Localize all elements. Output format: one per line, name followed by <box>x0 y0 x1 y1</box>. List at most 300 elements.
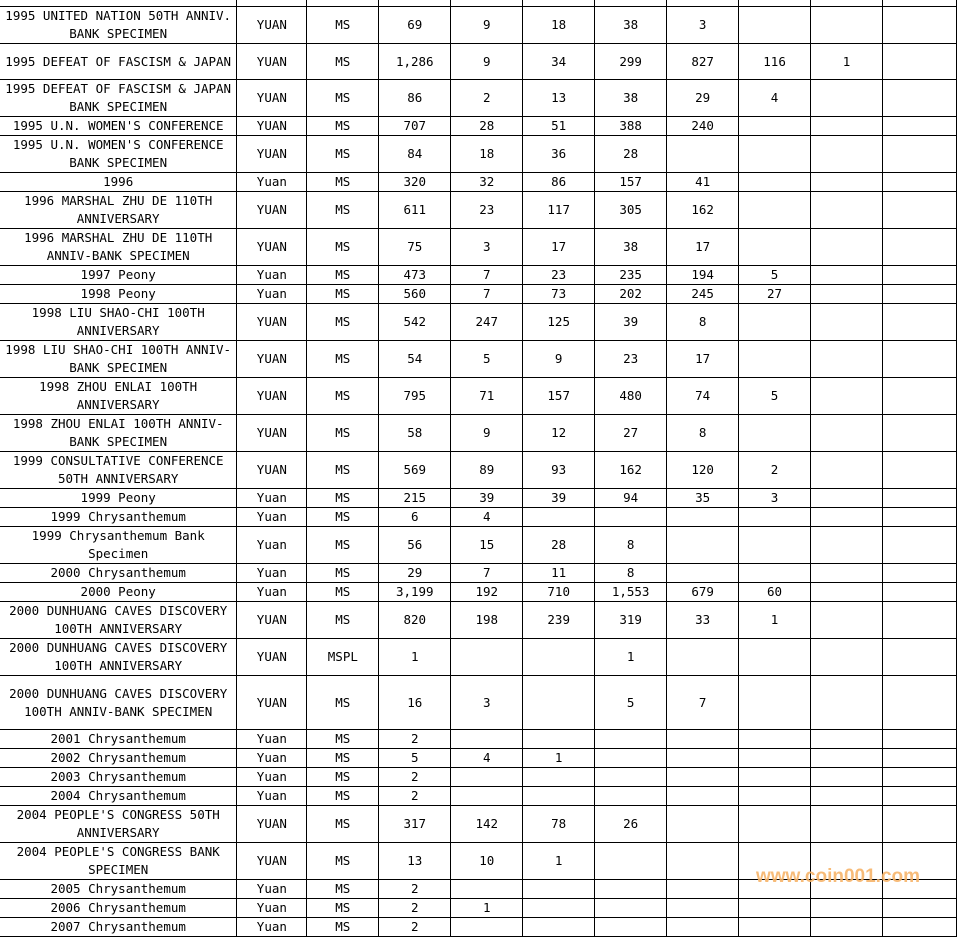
count-cell[interactable]: 239 <box>523 602 595 639</box>
count-cell[interactable] <box>811 117 883 136</box>
unit-cell[interactable]: YUAN <box>237 452 307 489</box>
grade-cell[interactable]: MS <box>307 44 379 80</box>
grade-cell[interactable]: MS <box>307 117 379 136</box>
grade-cell[interactable]: MS <box>307 229 379 266</box>
grade-cell[interactable]: MS <box>307 749 379 768</box>
grade-cell[interactable]: MS <box>307 489 379 508</box>
unit-cell[interactable]: Yuan <box>237 489 307 508</box>
count-cell[interactable]: 74 <box>667 378 739 415</box>
count-cell[interactable]: 32 <box>451 173 523 192</box>
count-cell[interactable] <box>811 918 883 937</box>
count-cell[interactable] <box>451 787 523 806</box>
count-cell[interactable]: 116 <box>739 44 811 80</box>
count-cell[interactable] <box>811 583 883 602</box>
count-cell[interactable]: 1 <box>379 639 451 676</box>
count-cell[interactable]: 305 <box>595 192 667 229</box>
count-cell[interactable] <box>595 899 667 918</box>
count-cell[interactable] <box>595 508 667 527</box>
count-cell[interactable]: 5 <box>739 378 811 415</box>
count-cell[interactable]: 827 <box>667 44 739 80</box>
count-cell[interactable] <box>739 508 811 527</box>
count-cell[interactable] <box>739 304 811 341</box>
count-cell[interactable]: 39 <box>523 489 595 508</box>
count-cell[interactable] <box>667 843 739 880</box>
count-cell[interactable] <box>523 508 595 527</box>
count-cell[interactable]: 94 <box>595 489 667 508</box>
count-cell[interactable]: 13 <box>523 80 595 117</box>
count-cell[interactable]: 198 <box>451 602 523 639</box>
count-cell[interactable]: 39 <box>451 489 523 508</box>
count-cell[interactable]: 679 <box>667 583 739 602</box>
count-cell[interactable] <box>882 676 956 730</box>
count-cell[interactable] <box>595 843 667 880</box>
count-cell[interactable]: 17 <box>667 341 739 378</box>
unit-cell[interactable]: Yuan <box>237 285 307 304</box>
count-cell[interactable] <box>667 806 739 843</box>
count-cell[interactable] <box>523 676 595 730</box>
count-cell[interactable]: 39 <box>595 304 667 341</box>
count-cell[interactable]: 38 <box>595 229 667 266</box>
count-cell[interactable] <box>811 304 883 341</box>
count-cell[interactable]: 4 <box>451 749 523 768</box>
coin-name-cell[interactable]: 2007 Chrysanthemum <box>0 918 237 937</box>
count-cell[interactable]: 8 <box>667 415 739 452</box>
count-cell[interactable]: 27 <box>595 415 667 452</box>
count-cell[interactable] <box>882 583 956 602</box>
coin-name-cell[interactable]: 2005 Chrysanthemum <box>0 880 237 899</box>
grade-cell[interactable]: MS <box>307 304 379 341</box>
coin-name-cell[interactable]: 2000 Peony <box>0 583 237 602</box>
count-cell[interactable]: 33 <box>667 602 739 639</box>
unit-cell[interactable]: Yuan <box>237 899 307 918</box>
count-cell[interactable] <box>595 787 667 806</box>
count-cell[interactable]: 26 <box>595 806 667 843</box>
count-cell[interactable] <box>882 192 956 229</box>
count-cell[interactable]: 247 <box>451 304 523 341</box>
coin-name-cell[interactable]: 2004 PEOPLE'S CONGRESS 50TH ANNIVERSARY <box>0 806 237 843</box>
count-cell[interactable] <box>882 918 956 937</box>
count-cell[interactable]: 795 <box>379 378 451 415</box>
count-cell[interactable] <box>882 304 956 341</box>
count-cell[interactable]: 11 <box>523 564 595 583</box>
unit-cell[interactable]: YUAN <box>237 806 307 843</box>
count-cell[interactable]: 2 <box>379 880 451 899</box>
count-cell[interactable] <box>667 527 739 564</box>
count-cell[interactable]: 820 <box>379 602 451 639</box>
count-cell[interactable] <box>739 527 811 564</box>
count-cell[interactable] <box>811 80 883 117</box>
grade-cell[interactable]: MS <box>307 341 379 378</box>
count-cell[interactable]: 710 <box>523 583 595 602</box>
count-cell[interactable]: 93 <box>523 452 595 489</box>
grade-cell[interactable]: MSPL <box>307 639 379 676</box>
count-cell[interactable]: 388 <box>595 117 667 136</box>
count-cell[interactable] <box>739 676 811 730</box>
count-cell[interactable]: 38 <box>595 80 667 117</box>
count-cell[interactable]: 41 <box>667 173 739 192</box>
count-cell[interactable] <box>667 564 739 583</box>
count-cell[interactable] <box>739 918 811 937</box>
count-cell[interactable]: 28 <box>523 527 595 564</box>
coin-name-cell[interactable]: 1998 LIU SHAO-CHI 100TH ANNIVERSARY <box>0 304 237 341</box>
count-cell[interactable] <box>882 806 956 843</box>
count-cell[interactable]: 3 <box>451 229 523 266</box>
count-cell[interactable]: 12 <box>523 415 595 452</box>
count-cell[interactable] <box>882 508 956 527</box>
count-cell[interactable]: 1 <box>451 899 523 918</box>
count-cell[interactable]: 240 <box>667 117 739 136</box>
coin-name-cell[interactable]: 1999 Chrysanthemum <box>0 508 237 527</box>
count-cell[interactable] <box>811 489 883 508</box>
count-cell[interactable]: 29 <box>667 80 739 117</box>
count-cell[interactable] <box>882 378 956 415</box>
unit-cell[interactable]: YUAN <box>237 136 307 173</box>
count-cell[interactable]: 162 <box>595 452 667 489</box>
count-cell[interactable] <box>739 136 811 173</box>
count-cell[interactable]: 60 <box>739 583 811 602</box>
count-cell[interactable] <box>811 768 883 787</box>
count-cell[interactable]: 192 <box>451 583 523 602</box>
count-cell[interactable] <box>667 787 739 806</box>
count-cell[interactable]: 28 <box>451 117 523 136</box>
count-cell[interactable] <box>811 415 883 452</box>
count-cell[interactable]: 202 <box>595 285 667 304</box>
coin-name-cell[interactable]: 1996 MARSHAL ZHU DE 110TH ANNIVERSARY <box>0 192 237 229</box>
coin-name-cell[interactable]: 1999 Peony <box>0 489 237 508</box>
grade-cell[interactable]: MS <box>307 918 379 937</box>
coin-name-cell[interactable]: 1996 <box>0 173 237 192</box>
count-cell[interactable]: 319 <box>595 602 667 639</box>
unit-cell[interactable]: Yuan <box>237 880 307 899</box>
count-cell[interactable] <box>882 527 956 564</box>
unit-cell[interactable]: Yuan <box>237 266 307 285</box>
count-cell[interactable] <box>882 452 956 489</box>
grade-cell[interactable]: MS <box>307 266 379 285</box>
count-cell[interactable] <box>667 639 739 676</box>
unit-cell[interactable]: YUAN <box>237 843 307 880</box>
unit-cell[interactable]: YUAN <box>237 7 307 44</box>
count-cell[interactable]: 89 <box>451 452 523 489</box>
count-cell[interactable]: 71 <box>451 378 523 415</box>
count-cell[interactable]: 86 <box>379 80 451 117</box>
coin-name-cell[interactable]: 2000 DUNHUANG CAVES DISCOVERY 100TH ANNIVERSARY <box>0 602 237 639</box>
count-cell[interactable]: 9 <box>451 44 523 80</box>
coin-name-cell[interactable]: 1998 ZHOU ENLAI 100TH ANNIV-BANK SPECIMEN <box>0 415 237 452</box>
count-cell[interactable] <box>882 229 956 266</box>
count-cell[interactable] <box>595 768 667 787</box>
count-cell[interactable]: 9 <box>523 341 595 378</box>
coin-name-cell[interactable]: 2006 Chrysanthemum <box>0 899 237 918</box>
count-cell[interactable] <box>739 564 811 583</box>
unit-cell[interactable]: Yuan <box>237 508 307 527</box>
count-cell[interactable] <box>882 44 956 80</box>
count-cell[interactable] <box>451 639 523 676</box>
count-cell[interactable] <box>882 117 956 136</box>
count-cell[interactable]: 299 <box>595 44 667 80</box>
grade-cell[interactable]: MS <box>307 378 379 415</box>
count-cell[interactable] <box>667 768 739 787</box>
grade-cell[interactable]: MS <box>307 80 379 117</box>
count-cell[interactable] <box>523 880 595 899</box>
count-cell[interactable]: 1,553 <box>595 583 667 602</box>
count-cell[interactable] <box>451 768 523 787</box>
unit-cell[interactable]: YUAN <box>237 80 307 117</box>
coin-name-cell[interactable]: 1999 CONSULTATIVE CONFERENCE 50TH ANNIVERSARY <box>0 452 237 489</box>
count-cell[interactable]: 7 <box>451 564 523 583</box>
count-cell[interactable]: 157 <box>523 378 595 415</box>
count-cell[interactable] <box>739 899 811 918</box>
count-cell[interactable] <box>882 787 956 806</box>
count-cell[interactable] <box>523 787 595 806</box>
count-cell[interactable] <box>811 378 883 415</box>
count-cell[interactable] <box>667 880 739 899</box>
count-cell[interactable]: 2 <box>379 918 451 937</box>
count-cell[interactable] <box>739 117 811 136</box>
count-cell[interactable]: 36 <box>523 136 595 173</box>
count-cell[interactable] <box>667 749 739 768</box>
coin-name-cell[interactable]: 1995 UNITED NATION 50TH ANNIV. BANK SPECIMEN <box>0 7 237 44</box>
count-cell[interactable] <box>811 341 883 378</box>
count-cell[interactable]: 1 <box>523 843 595 880</box>
count-cell[interactable] <box>882 341 956 378</box>
count-cell[interactable]: 35 <box>667 489 739 508</box>
count-cell[interactable]: 23 <box>523 266 595 285</box>
count-cell[interactable]: 235 <box>595 266 667 285</box>
grade-cell[interactable]: MS <box>307 768 379 787</box>
count-cell[interactable]: 2 <box>379 899 451 918</box>
coin-name-cell[interactable]: 1999 Chrysanthemum Bank Specimen <box>0 527 237 564</box>
count-cell[interactable]: 18 <box>451 136 523 173</box>
count-cell[interactable]: 4 <box>739 80 811 117</box>
count-cell[interactable] <box>811 602 883 639</box>
count-cell[interactable] <box>882 80 956 117</box>
count-cell[interactable] <box>811 229 883 266</box>
coin-name-cell[interactable]: 1998 LIU SHAO-CHI 100TH ANNIV-BANK SPECIMEN <box>0 341 237 378</box>
count-cell[interactable] <box>739 341 811 378</box>
unit-cell[interactable]: Yuan <box>237 918 307 937</box>
count-cell[interactable]: 1 <box>811 44 883 80</box>
unit-cell[interactable]: Yuan <box>237 749 307 768</box>
count-cell[interactable]: 125 <box>523 304 595 341</box>
count-cell[interactable]: 560 <box>379 285 451 304</box>
coin-name-cell[interactable]: 2000 DUNHUANG CAVES DISCOVERY 100TH ANNIV-BANK SPECIMEN <box>0 676 237 730</box>
count-cell[interactable]: 17 <box>667 229 739 266</box>
count-cell[interactable] <box>451 918 523 937</box>
count-cell[interactable] <box>739 173 811 192</box>
unit-cell[interactable]: YUAN <box>237 44 307 80</box>
count-cell[interactable] <box>739 806 811 843</box>
unit-cell[interactable]: YUAN <box>237 639 307 676</box>
count-cell[interactable] <box>882 768 956 787</box>
count-cell[interactable] <box>811 749 883 768</box>
count-cell[interactable]: 56 <box>379 527 451 564</box>
count-cell[interactable] <box>882 899 956 918</box>
unit-cell[interactable]: Yuan <box>237 787 307 806</box>
unit-cell[interactable]: YUAN <box>237 676 307 730</box>
count-cell[interactable] <box>811 452 883 489</box>
grade-cell[interactable]: MS <box>307 676 379 730</box>
count-cell[interactable] <box>667 136 739 173</box>
coin-name-cell[interactable]: 1995 U.N. WOMEN'S CONFERENCE <box>0 117 237 136</box>
grade-cell[interactable]: MS <box>307 564 379 583</box>
count-cell[interactable] <box>739 7 811 44</box>
count-cell[interactable] <box>811 787 883 806</box>
count-cell[interactable] <box>811 508 883 527</box>
count-cell[interactable] <box>595 730 667 749</box>
count-cell[interactable]: 120 <box>667 452 739 489</box>
count-cell[interactable] <box>882 639 956 676</box>
count-cell[interactable]: 142 <box>451 806 523 843</box>
count-cell[interactable] <box>523 918 595 937</box>
count-cell[interactable] <box>739 787 811 806</box>
count-cell[interactable]: 73 <box>523 285 595 304</box>
coin-name-cell[interactable]: 1995 U.N. WOMEN'S CONFERENCE BANK SPECIMEN <box>0 136 237 173</box>
count-cell[interactable]: 9 <box>451 415 523 452</box>
unit-cell[interactable]: YUAN <box>237 341 307 378</box>
grade-cell[interactable]: MS <box>307 136 379 173</box>
unit-cell[interactable]: Yuan <box>237 173 307 192</box>
count-cell[interactable]: 6 <box>379 508 451 527</box>
count-cell[interactable] <box>739 415 811 452</box>
count-cell[interactable]: 2 <box>451 80 523 117</box>
count-cell[interactable]: 4 <box>451 508 523 527</box>
count-cell[interactable] <box>739 192 811 229</box>
count-cell[interactable] <box>811 899 883 918</box>
count-cell[interactable]: 27 <box>739 285 811 304</box>
count-cell[interactable]: 8 <box>595 527 667 564</box>
count-cell[interactable] <box>811 676 883 730</box>
unit-cell[interactable]: Yuan <box>237 768 307 787</box>
count-cell[interactable] <box>811 192 883 229</box>
count-cell[interactable]: 317 <box>379 806 451 843</box>
count-cell[interactable]: 69 <box>379 7 451 44</box>
count-cell[interactable] <box>739 768 811 787</box>
count-cell[interactable]: 5 <box>379 749 451 768</box>
count-cell[interactable]: 8 <box>595 564 667 583</box>
grade-cell[interactable]: MS <box>307 173 379 192</box>
coin-name-cell[interactable]: 2004 PEOPLE'S CONGRESS BANK SPECIMEN <box>0 843 237 880</box>
count-cell[interactable]: 38 <box>595 7 667 44</box>
count-cell[interactable]: 5 <box>451 341 523 378</box>
count-cell[interactable]: 7 <box>667 676 739 730</box>
count-cell[interactable]: 8 <box>667 304 739 341</box>
count-cell[interactable] <box>523 899 595 918</box>
grade-cell[interactable]: MS <box>307 730 379 749</box>
count-cell[interactable] <box>523 730 595 749</box>
count-cell[interactable] <box>882 173 956 192</box>
count-cell[interactable] <box>811 564 883 583</box>
count-cell[interactable] <box>667 730 739 749</box>
count-cell[interactable]: 86 <box>523 173 595 192</box>
grade-cell[interactable]: MS <box>307 583 379 602</box>
coin-name-cell[interactable]: 1995 DEFEAT OF FASCISM & JAPAN <box>0 44 237 80</box>
count-cell[interactable]: 2 <box>379 730 451 749</box>
count-cell[interactable]: 194 <box>667 266 739 285</box>
count-cell[interactable] <box>595 749 667 768</box>
grade-cell[interactable]: MS <box>307 527 379 564</box>
unit-cell[interactable]: YUAN <box>237 378 307 415</box>
count-cell[interactable]: 707 <box>379 117 451 136</box>
grade-cell[interactable]: MS <box>307 285 379 304</box>
count-cell[interactable]: 58 <box>379 415 451 452</box>
count-cell[interactable]: 473 <box>379 266 451 285</box>
count-cell[interactable] <box>811 639 883 676</box>
count-cell[interactable] <box>811 173 883 192</box>
grade-cell[interactable]: MS <box>307 452 379 489</box>
count-cell[interactable]: 3,199 <box>379 583 451 602</box>
count-cell[interactable] <box>739 639 811 676</box>
count-cell[interactable]: 5 <box>739 266 811 285</box>
unit-cell[interactable]: YUAN <box>237 602 307 639</box>
count-cell[interactable]: 3 <box>667 7 739 44</box>
count-cell[interactable]: 18 <box>523 7 595 44</box>
count-cell[interactable]: 542 <box>379 304 451 341</box>
count-cell[interactable] <box>882 602 956 639</box>
count-cell[interactable] <box>811 136 883 173</box>
count-cell[interactable]: 480 <box>595 378 667 415</box>
grade-cell[interactable]: MS <box>307 7 379 44</box>
unit-cell[interactable]: YUAN <box>237 415 307 452</box>
count-cell[interactable]: 28 <box>595 136 667 173</box>
count-cell[interactable] <box>882 489 956 508</box>
count-cell[interactable] <box>667 508 739 527</box>
count-cell[interactable] <box>882 564 956 583</box>
count-cell[interactable] <box>811 730 883 749</box>
unit-cell[interactable]: YUAN <box>237 229 307 266</box>
unit-cell[interactable]: YUAN <box>237 304 307 341</box>
count-cell[interactable] <box>882 285 956 304</box>
grade-cell[interactable]: MS <box>307 192 379 229</box>
count-cell[interactable]: 13 <box>379 843 451 880</box>
coin-name-cell[interactable]: 2003 Chrysanthemum <box>0 768 237 787</box>
count-cell[interactable] <box>523 639 595 676</box>
unit-cell[interactable]: YUAN <box>237 117 307 136</box>
count-cell[interactable] <box>451 730 523 749</box>
count-cell[interactable]: 320 <box>379 173 451 192</box>
count-cell[interactable]: 1 <box>739 602 811 639</box>
count-cell[interactable] <box>667 918 739 937</box>
count-cell[interactable] <box>595 918 667 937</box>
grade-cell[interactable]: MS <box>307 787 379 806</box>
count-cell[interactable]: 54 <box>379 341 451 378</box>
count-cell[interactable] <box>882 7 956 44</box>
count-cell[interactable] <box>882 136 956 173</box>
unit-cell[interactable]: Yuan <box>237 564 307 583</box>
count-cell[interactable] <box>739 749 811 768</box>
coin-name-cell[interactable]: 2004 Chrysanthemum <box>0 787 237 806</box>
count-cell[interactable]: 5 <box>595 676 667 730</box>
count-cell[interactable] <box>667 899 739 918</box>
count-cell[interactable]: 16 <box>379 676 451 730</box>
count-cell[interactable]: 611 <box>379 192 451 229</box>
grade-cell[interactable]: MS <box>307 508 379 527</box>
count-cell[interactable]: 1,286 <box>379 44 451 80</box>
count-cell[interactable]: 23 <box>451 192 523 229</box>
grade-cell[interactable]: MS <box>307 806 379 843</box>
count-cell[interactable] <box>523 768 595 787</box>
count-cell[interactable]: 2 <box>379 787 451 806</box>
count-cell[interactable]: 157 <box>595 173 667 192</box>
coin-name-cell[interactable]: 1998 Peony <box>0 285 237 304</box>
unit-cell[interactable]: Yuan <box>237 730 307 749</box>
coin-name-cell[interactable]: 1995 DEFEAT OF FASCISM & JAPAN BANK SPECIMEN <box>0 80 237 117</box>
count-cell[interactable] <box>811 806 883 843</box>
unit-cell[interactable]: Yuan <box>237 583 307 602</box>
count-cell[interactable] <box>595 880 667 899</box>
count-cell[interactable]: 78 <box>523 806 595 843</box>
count-cell[interactable]: 17 <box>523 229 595 266</box>
count-cell[interactable]: 84 <box>379 136 451 173</box>
